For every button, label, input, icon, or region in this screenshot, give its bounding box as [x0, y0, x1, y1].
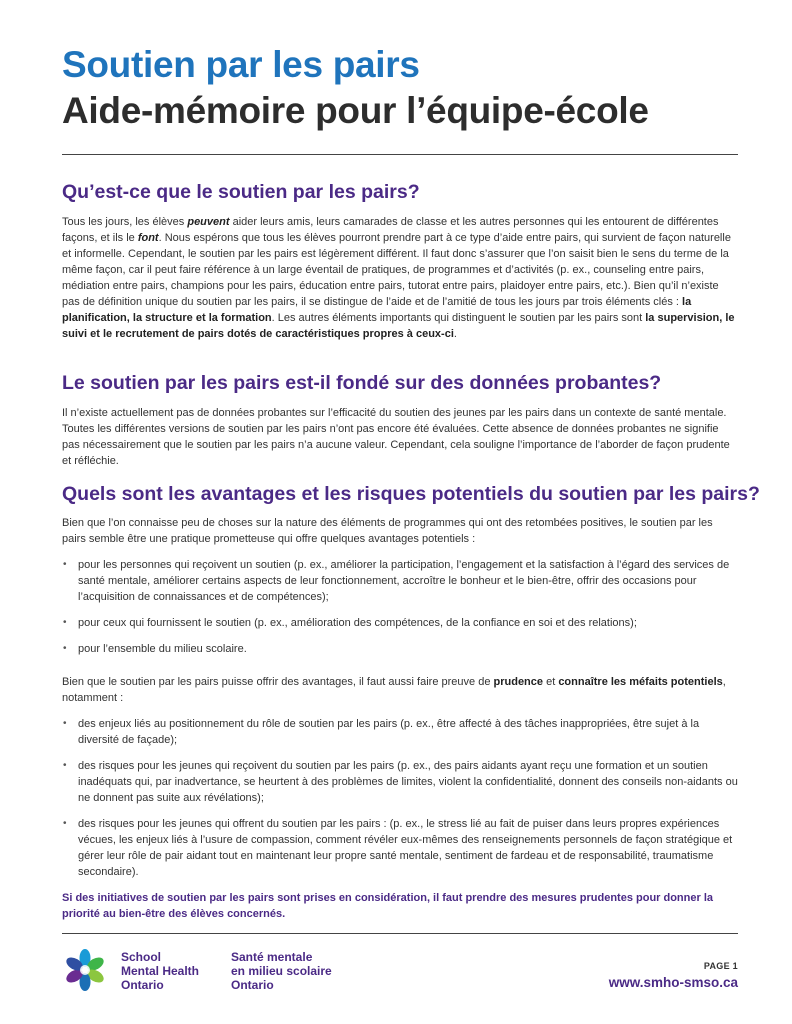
section-heading: Le soutien par les pairs est-il fondé sur des données probantes?: [62, 372, 662, 394]
org-name-french: Santé mentale en milieu scolaire Ontario: [231, 950, 332, 992]
document-subtitle: Aide-mémoire pour l’équipe-école: [62, 90, 649, 131]
page-number: PAGE 1: [703, 961, 738, 971]
list-item: • des risques pour les jeunes qui reçoivent du soutien par les pairs (p. ex., des pairs aidants ayant reçu une formation et un soutien inadéquats qui, par inadvertance, se heurtent à des problèmes de limites, violent la confidentialité, donnent des conseils non-aidants ou ne donnent pas suite aux révélations);: [62, 758, 738, 806]
callout-note: Si des initiatives de soutien par les pairs sont prises en considération, il faut prendre des mesures prudentes pour donner la priorité au bien-être des élèves concernés.: [62, 892, 714, 920]
section-paragraph: Il n’existe actuellement pas de données probantes sur l’efficacité du soutien des jeunes par les pairs dans un contexte de santé mentale. Toutes les différentes versions de soutien par les pairs n’ont pas encore été évaluées. Cette absence de données probantes ne signifie pas nécessairement que le soutien par les pairs n’a aucune valeur. Cependant, cela souligne l’importance de l’aborder de façon prudente et réfléchie.: [62, 407, 730, 467]
list-item: • des risques pour les jeunes qui offrent du soutien par les pairs : (p. ex., le stress lié au fait de puiser dans leurs propres expériences vécues, les enjeux liés à l’usure de compassion, comment révéler eux-mêmes des renseignements personnels de façon stratégique et gérer leur rôle de pair aidant tout en maintenant leur propre santé mentale, sentiment de fardeau et de responsabilité, traumatisme secondaire).: [62, 816, 738, 880]
header-divider: [62, 154, 738, 155]
org-name-english: School Mental Health Ontario: [121, 950, 200, 992]
footer-divider: [62, 933, 738, 934]
section-heading: Quels sont les avantages et les risques potentiels du soutien par les pairs?: [62, 483, 760, 505]
list-item: • des enjeux liés au positionnement du rôle de soutien par les pairs (p. ex., être affecté à des tâches inappropriées, être sujet à la diversité de façade);: [62, 716, 738, 748]
list-item: • pour ceux qui fournissent le soutien (p. ex., amélioration des compétences, de la confiance en soi et des relations);: [62, 615, 738, 631]
document-title: Soutien par les pairs: [62, 44, 420, 85]
benefits-intro: Bien que l’on connaisse peu de choses sur la nature des éléments de programmes qui ont des retombées positives, le soutien par les pairs semble être une pratique prometteuse qui offre quelques avantages potentiels :: [62, 517, 713, 545]
website-link[interactable]: www.smho-smso.ca: [608, 975, 738, 990]
smho-logo-icon: [62, 947, 108, 993]
section-benefits-risks: [62, 483, 760, 922]
list-item: • pour l’ensemble du milieu scolaire.: [62, 641, 738, 657]
list-item: • pour les personnes qui reçoivent un soutien (p. ex., améliorer la participation, l’engagement et la satisfaction à l’égard des services de santé mentale, améliorer certains aspects de leur fonctionnement, accroître le bonheur et le bien-être, offrir des occasions pour l’acquisition de connaissances et de compétences);: [62, 557, 738, 605]
section-what-is-peer-support: [62, 181, 738, 342]
section-heading: Qu’est-ce que le soutien par les pairs?: [62, 181, 420, 203]
risks-intro: Bien que le soutien par les pairs puisse offrir des avantages, il faut aussi faire preuve de prudence et connaître les méfaits potentiels, notamment :: [62, 676, 726, 704]
risks-list: [62, 716, 738, 880]
benefits-list: [62, 557, 738, 657]
section-paragraph: Tous les jours, les élèves peuvent aider leurs amis, leurs camarades de classe et les autres personnes qui les entourent de différentes façons, et ils le font. Nous espérons que tous les élèves pourront prendre part à ce type d’aide entre pairs, qui survient de façon naturelle et informelle. Cependant, le soutien par les pairs est légèrement différent. Il faut donc s’assurer que l’on saisit bien le sens du terme de la même façon, car il peut faire référence à un large éventail de pratiques, de programmes et d’activités (p. ex., counseling entre pairs, médiation entre pairs, champions pour les pairs, éducation entre pairs, tutorat entre pairs, plaidoyer entre pairs, etc.). Bien qu’il n’existe pas de définition unique du soutien par les pairs, il se distingue de l’aide et de l’amitié de tous les jours par trois éléments clés : la planification, la structure et la formation. Les autres éléments importants qui distinguent le soutien par les pairs sont la supervision, le suivi et le recrutement de pairs dotés de caractéristiques propres à ceux-ci.: [62, 216, 735, 340]
section-evidence: [62, 372, 738, 469]
